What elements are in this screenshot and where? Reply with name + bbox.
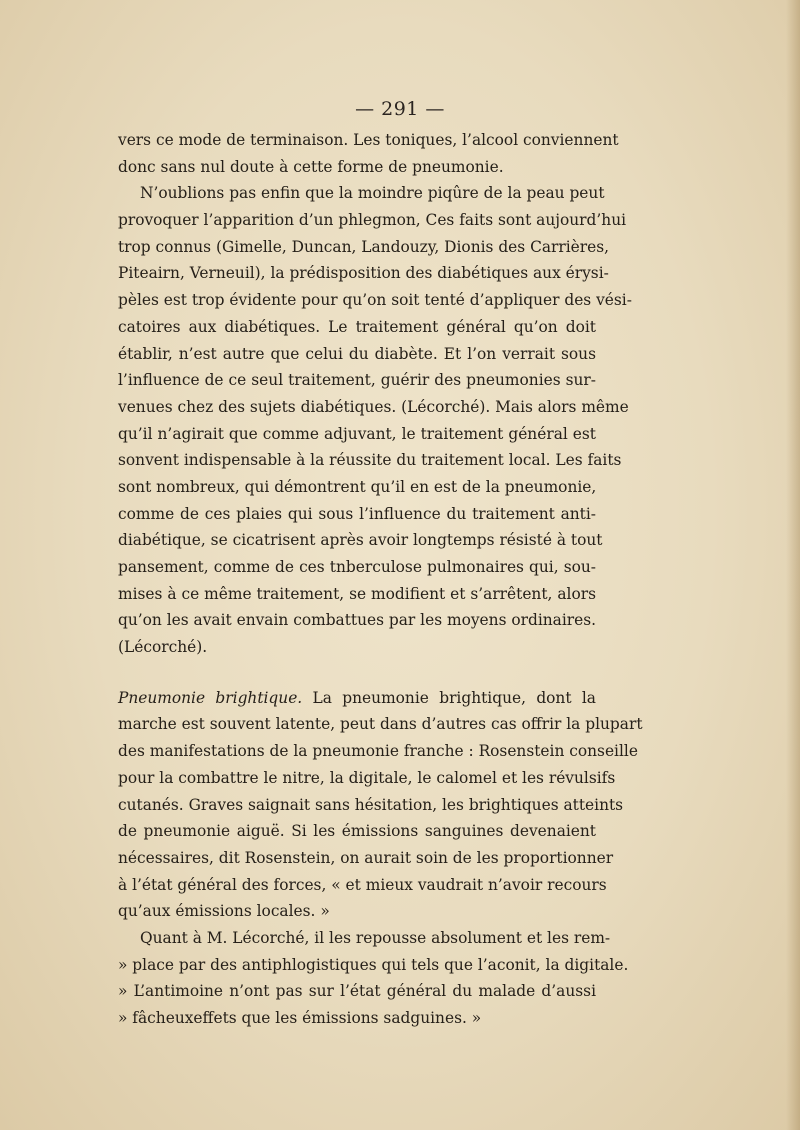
paragraph [118,127,619,180]
text-line: mises à ce même traitement, se modifient et s’arrêtent, alors [118,584,596,603]
first-line-rest: La pneumonie brightique, dont la [312,688,596,707]
run-in-title: Pneumonie brightique. [118,688,303,707]
text-line: donc sans nul doute à cette forme de pneumonie. [118,157,504,176]
text-line: Piteairn, Verneuil), la prédisposition des diabétiques aux érysi- [118,264,609,283]
text-line: des manifestations de la pneumonie franche : Rosenstein conseille [118,742,638,761]
text-line: qu’aux émissions locales. » [118,902,330,921]
paragraph-pneumonie-brightique [118,685,643,925]
text-line: l’influence de ce seul traitement, guérir des pneumonies sur- [118,371,596,390]
text-line: à l’état général des forces, « et mieux vaudrait n’avoir recours [118,875,607,894]
text-line: établir, n’est autre que celui du diabète. Et l’on verrait sous [118,344,596,363]
text-line: N’oublions pas enfin que la moindre piqûre de la peau peut [140,184,605,203]
section-gap [118,661,596,685]
text-line: catoires aux diabétiques. Le traitement général qu’on doit [118,317,596,336]
text-line: sont nombreux, qui démontrent qu’il en est de la pneumonie, [118,477,597,496]
text-line: pansement, comme de ces tnberculose pulmonaires qui, sou- [118,558,596,576]
text-line: trop connus (Gimelle, Duncan, Landouzy, Dionis des Carrières, [118,237,610,256]
text-line: nécessaires, dit Rosenstein, on aurait soin de les proportionner [118,848,614,867]
paragraph [118,180,632,660]
text-line: provoquer l’apparition d’un phlegmon, Ces faits sont aujourd’hui [118,211,627,230]
text-line [118,685,596,712]
text-line: qu’il n’agirait que comme adjuvant, le traitement général est [118,424,596,443]
text-line: cutanés. Graves saignait sans hésitation, les brightiques atteints [118,795,624,814]
text-line: diabétique, se cicatrisent après avoir longtemps résisté à tout [118,531,603,550]
page-edge-shadow [786,0,800,1130]
text-line: sonvent indispensable à la réussite du traitement local. Les faits [118,451,622,470]
text-line: marche est souvent latente, peut dans d’autres cas offrir la plupart [118,715,643,734]
page-number: — 291 — [355,98,445,120]
body-text [118,127,643,1032]
text-line: pèles est trop évidente pour qu’on soit tenté d’appliquer des vési- [118,291,632,310]
text-line: Quant à M. Lécorché, il les repousse absolument et les rem- [140,928,611,947]
text-line: » L’antimoine n’ont pas sur l’état général du malade d’aussi [118,982,596,1001]
text-line: pour la combattre le nitre, la digitale, le calomel et les révulsifs [118,768,616,787]
text-line: » fâcheuxeffets que les émissions sadguines. » [118,1009,482,1027]
text-line: vers ce mode de terminaison. Les toniques, l’alcool conviennent [118,131,619,149]
text-line: venues chez des sujets diabétiques. (Lécorché). Mais alors même [118,397,629,416]
text-line: » place par des antiphlogistiques qui tels que l’aconit, la digitale. [118,955,629,974]
text-line: comme de ces plaies qui sous l’influence du traitement anti- [118,504,596,523]
text-line: qu’on les avait envain combattues par les moyens ordinaires. [118,611,597,630]
paragraph [118,925,629,1032]
text-line: de pneumonie aiguë. Si les émissions sanguines devenaient [118,822,596,841]
text-line: (Lécorché). [118,638,208,657]
